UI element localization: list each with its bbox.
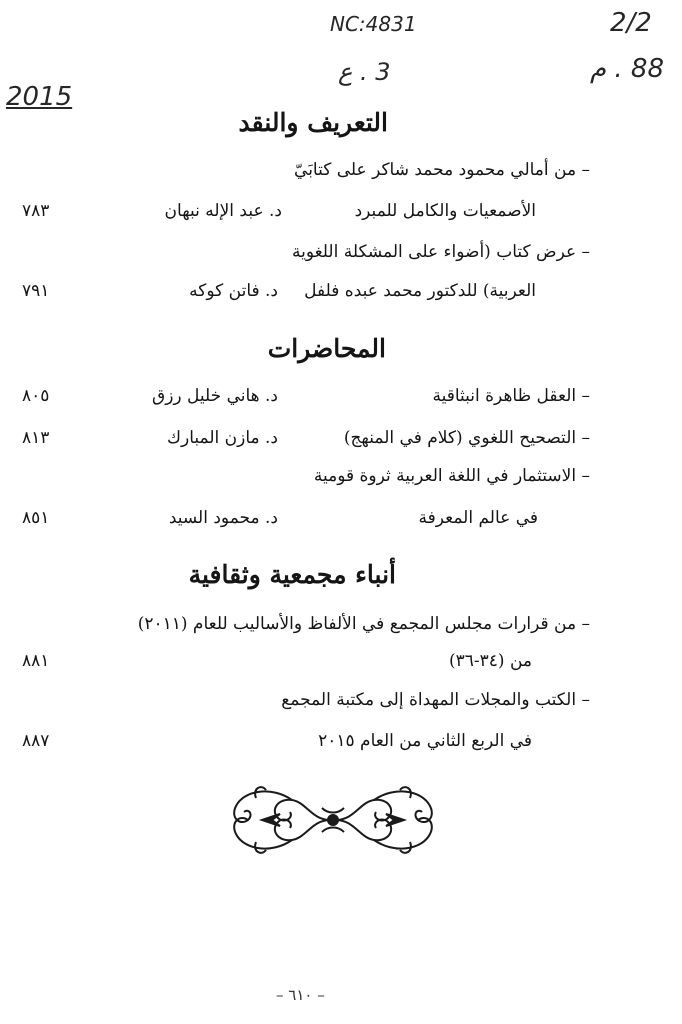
entry-author: د. هاني خليل رزق bbox=[152, 386, 278, 406]
entry-line: – التصحيح اللغوي (كلام في المنهج) bbox=[343, 428, 590, 448]
section-title-news: أنباء مجمعية وثقافية bbox=[188, 560, 396, 589]
catalog-code: NC:4831 bbox=[330, 12, 417, 36]
entry-line: من (٣٤-٣٦) bbox=[448, 651, 532, 671]
shelf-mark-left: 3 . ع bbox=[338, 58, 391, 86]
entry-line: العربية) للدكتور محمد عبده فلفل bbox=[304, 281, 536, 301]
entry-line: – من أمالي محمود محمد شاكر على كتابَيّ bbox=[294, 160, 590, 180]
entry-author: د. فاتن كوكه bbox=[189, 281, 278, 301]
entry-page-number: ٧٨٣ bbox=[22, 201, 50, 221]
entry-author: د. عبد الإله نبهان bbox=[164, 201, 282, 221]
entry-page-number: ٨١٣ bbox=[22, 428, 50, 448]
year-mark: 2015 bbox=[6, 82, 73, 112]
entry-line: – الاستثمار في اللغة العربية ثروة قومية bbox=[313, 466, 590, 486]
entry-line: في عالم المعرفة bbox=[418, 508, 538, 528]
entry-line: – من قرارات مجلس المجمع في الألفاظ والأساليب للعام (٢٠١١) bbox=[137, 614, 590, 634]
entry-page-number: ٨٨١ bbox=[22, 651, 50, 671]
volume-mark: 2/2 bbox=[610, 8, 652, 38]
entry-line: الأصمعيات والكامل للمبرد bbox=[354, 201, 536, 221]
entry-author: د. مازن المبارك bbox=[166, 428, 278, 448]
entry-page-number: ٨٨٧ bbox=[22, 731, 50, 751]
entry-line: – العقل ظاهرة انبثاقية bbox=[432, 386, 590, 406]
entry-page-number: ٨٠٥ bbox=[22, 386, 50, 406]
entry-page-number: ٧٩١ bbox=[22, 281, 50, 301]
section-title-lectures: المحاضرات bbox=[267, 334, 386, 363]
entry-line: – عرض كتاب (أضواء على المشكلة اللغوية bbox=[291, 242, 590, 262]
section-title-criticism: التعريف والنقد bbox=[238, 108, 388, 137]
arabesque-ornament-icon bbox=[222, 780, 444, 860]
entry-line: – الكتب والمجلات المهداة إلى مكتبة المجمع bbox=[281, 690, 590, 710]
entry-author: د. محمود السيد bbox=[168, 508, 278, 528]
shelf-mark-right: 88 . م bbox=[590, 54, 664, 84]
page-number: – ٦١٠ – bbox=[276, 986, 325, 1004]
entry-line: في الربع الثاني من العام ٢٠١٥ bbox=[318, 731, 532, 751]
entry-page-number: ٨٥١ bbox=[22, 508, 50, 528]
